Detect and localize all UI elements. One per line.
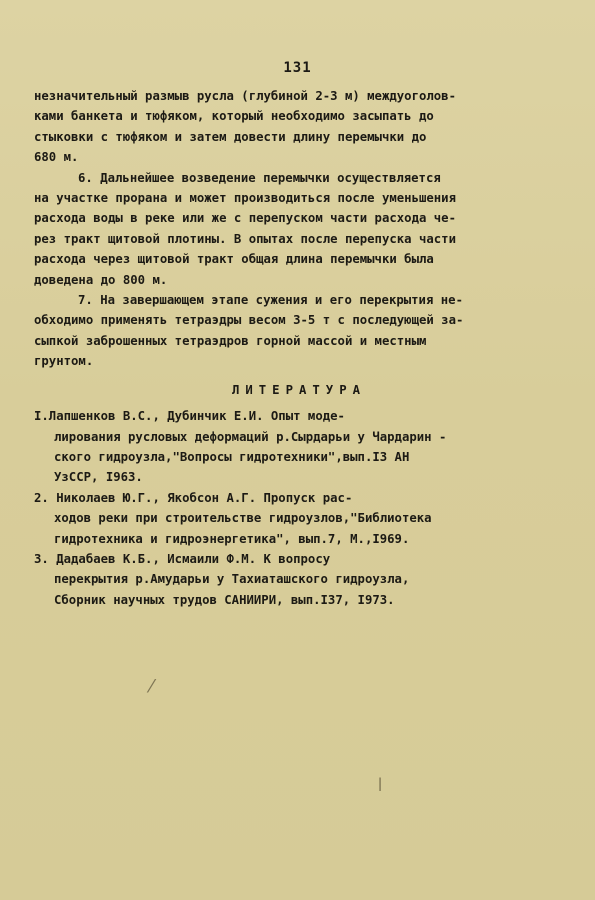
text-line: сыпкой заброшенных тетраэдров горной массой и местным <box>34 333 427 348</box>
text-line: ками банкета и тюфяком, который необходимо засыпать до <box>34 109 434 124</box>
reference-3 <box>34 549 564 610</box>
text-line: рез тракт щитовой плотины. В опытах после перепуска части <box>34 231 456 246</box>
pencil-mark-icon: ⁄ <box>150 676 154 697</box>
text-line: расхода воды в реке или же с перепуском части расхода че- <box>34 211 456 226</box>
text-line: обходимо применять тетраэдры весом 3-5 т с последующей за- <box>34 313 464 328</box>
text-line: 7. На завершающем этапе сужения и его перекрытия не- <box>78 293 463 308</box>
reference-line: ходов реки при строительстве гидроузлов,"Библиотека <box>54 511 432 526</box>
paragraph-7 <box>34 290 564 372</box>
text-line: на участке прорана и может производиться после уменьшения <box>34 191 456 206</box>
text-line: стыковки с тюфяком и затем довести длину перемычки до <box>34 129 427 144</box>
reference-line: ского гидроузла,"Вопросы гидротехники",вып.I3 АН <box>54 449 410 464</box>
text-line: расхода через щитовой тракт общая длина перемычки была <box>34 252 434 267</box>
reference-1 <box>34 406 564 488</box>
reference-line: Сборник научных трудов САНИИРИ, вып.I37, I973. <box>54 592 395 607</box>
reference-line: I.Лапшенков В.С., Дубинчик Е.И. Опыт моде- <box>34 409 345 424</box>
pencil-tick-icon: ǀ <box>378 776 383 792</box>
reference-2 <box>34 488 564 549</box>
text-line: 6. Дальнейшее возведение перемычки осуществляется <box>78 170 441 185</box>
paragraph-6 <box>34 168 564 290</box>
reference-line: гидротехника и гидроэнергетика", вып.7, М.,I969. <box>54 531 410 546</box>
text-line: доведена до 800 м. <box>34 272 168 287</box>
main-text <box>34 86 564 610</box>
literature-heading: ЛИТЕРАТУРА <box>231 382 367 397</box>
reference-line: лирования русловых деформаций р.Сырдарьи у Чардарин - <box>54 429 447 444</box>
page-number: 131 <box>283 60 312 76</box>
text-line: незначительный размыв русла (глубиной 2-3 м) междуоголов- <box>34 89 456 103</box>
reference-line: 2. Николаев Ю.Г., Якобсон А.Г. Пропуск рас- <box>34 490 353 505</box>
reference-line: перекрытия р.Амударьи у Тахиаташского гидроузла, <box>54 572 410 587</box>
text-line: грунтом. <box>34 354 94 369</box>
paragraph-5-continuation <box>34 86 564 168</box>
reference-line: УзССР, I963. <box>54 470 143 485</box>
text-line: 680 м. <box>34 150 79 165</box>
reference-line: 3. Дадабаев К.Б., Исмаили Ф.М. К вопросу <box>34 551 331 566</box>
